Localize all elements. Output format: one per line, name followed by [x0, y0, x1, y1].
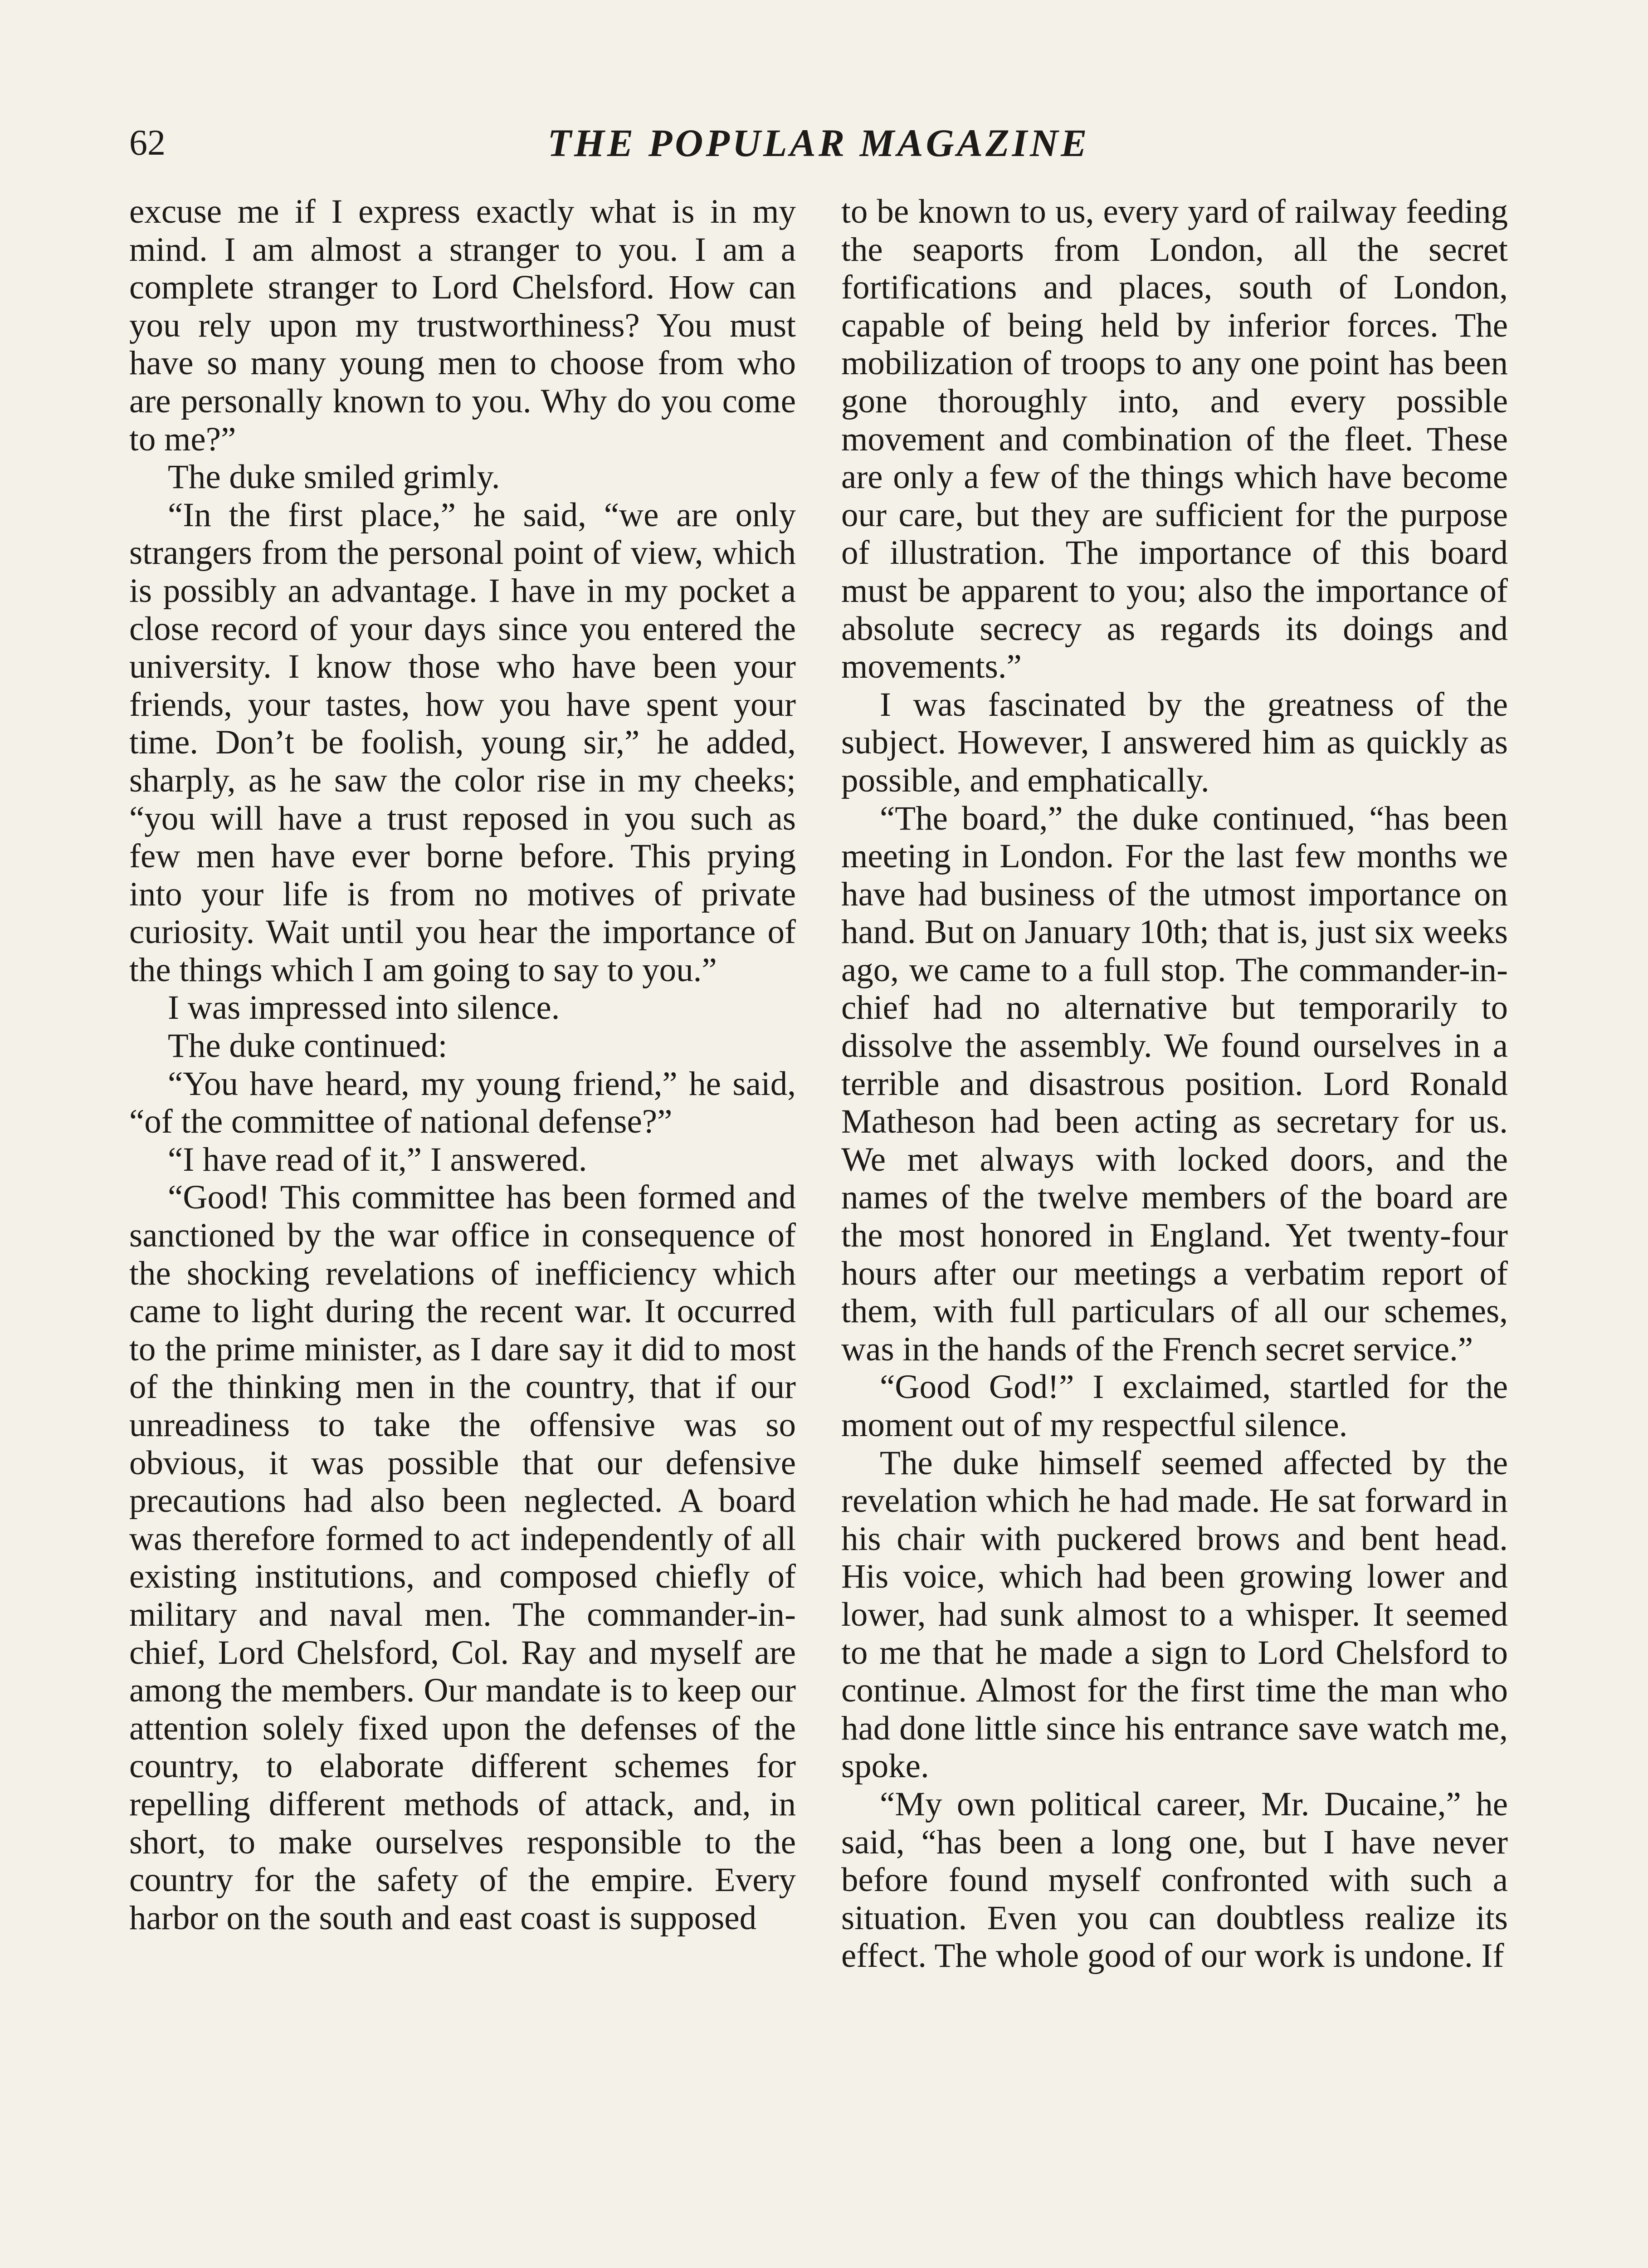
page-header — [129, 116, 1508, 170]
paragraph: “Good! This committee has been formed and sanctioned by the war office in consequence of the shocking revelations of inefficiency which came to light during the recent war. It occurred to the prime minister, as I dare say it did to most of the thinking men in the country, that if our unreadiness to take the offensive was so obvious, it was possible that our defensive precautions had also been neglected. A board was therefore formed to act independently of all existing institutions, and composed chiefly of military and naval men. The commander-in-chief, Lord Chelsford, Col. Ray and myself are among the members. Our mandate is to keep our attention solely fixed upon the defenses of the country, to elaborate different schemes for repelling different methods of attack, and, in short, to make ourselves responsible to the country for the safety of the empire. Every harbor on the south and east coast is supposed — [129, 1178, 796, 1937]
page-number: 62 — [129, 123, 166, 163]
paragraph: I was fascinated by the greatness of the subject. However, I answered him as quickly as possible, and emphatically. — [841, 685, 1508, 799]
paragraph: to be known to us, every yard of railway feeding the seaports from London, all the secret fortifications and places, south of London, capable of being held by inferior forces. The mobilization of troops to any one point has been gone thoroughly into, and every possible movement and combination of the fleet. These are only a few of the things which have become our care, but they are sufficient for the purpose of illustration. The importance of this board must be apparent to you; also the importance of absolute secrecy as regards its doings and movements.” — [841, 193, 1508, 686]
running-title: THE POPULAR MAGAZINE — [547, 121, 1090, 165]
left-column — [129, 193, 796, 1937]
paragraph: The duke smiled grimly. — [168, 458, 500, 496]
right-column — [841, 193, 1508, 1975]
paragraph: “In the first place,” he said, “we are only strangers from the personal point of view, which is possibly an advantage. I have in my pocket a close record of your days since you entered the university. I know those who have been your friends, your tastes, how you have spent your time. Don’t be foolish, young sir,” he added, sharply, as he saw the color rise in my cheeks; “you will have a trust reposed in you such as few men have ever borne before. This prying into your life is from no motives of private curiosity. Wait until you hear the importance of the things which I am going to say to you.” — [129, 496, 796, 989]
paragraph: “Good God!” I exclaimed, startled for the moment out of my respectful silence. — [841, 1368, 1508, 1444]
paragraph: The duke continued: — [168, 1027, 448, 1065]
paragraph: excuse me if I express exactly what is in my mind. I am almost a stranger to you. I am a complete stranger to Lord Chelsford. How can you rely upon my trustworthiness? You must have so many young men to choose from who are personally known to you. Why do you come to me?” — [129, 193, 796, 458]
paragraph: I was impressed into silence. — [168, 989, 560, 1027]
paragraph: “You have heard, my young friend,” he said, “of the committee of national defense?” — [129, 1065, 796, 1141]
paragraph: The duke himself seemed affected by the revelation which he had made. He sat forward in his chair with puckered brows and bent head. His voice, which had been growing lower and lower, had sunk almost to a whisper. It seemed to me that he made a sign to Lord Chelsford to continue. Almost for the first time the man who had done little since his entrance save watch me, spoke. — [841, 1444, 1508, 1785]
paragraph: “I have read of it,” I answered. — [168, 1140, 587, 1178]
paragraph: “My own political career, Mr. Ducaine,” he said, “has been a long one, but I have never before found myself confronted with such a situation. Even you can doubtless realize its effect. The whole good of our work is undone. If — [841, 1785, 1508, 1975]
paragraph: “The board,” the duke continued, “has been meeting in London. For the last few months we have had business of the utmost importance on hand. But on January 10th; that is, just six weeks ago, we came to a full stop. The commander-in-chief had no alternative but temporarily to dissolve the assembly. We found ourselves in a terrible and disastrous position. Lord Ronald Matheson had been acting as secretary for us. We met always with locked doors, and the names of the twelve members of the board are the most honored in England. Yet twenty-four hours after our meetings a verbatim report of them, with full particulars of all our schemes, was in the hands of the French secret service.” — [841, 799, 1508, 1368]
